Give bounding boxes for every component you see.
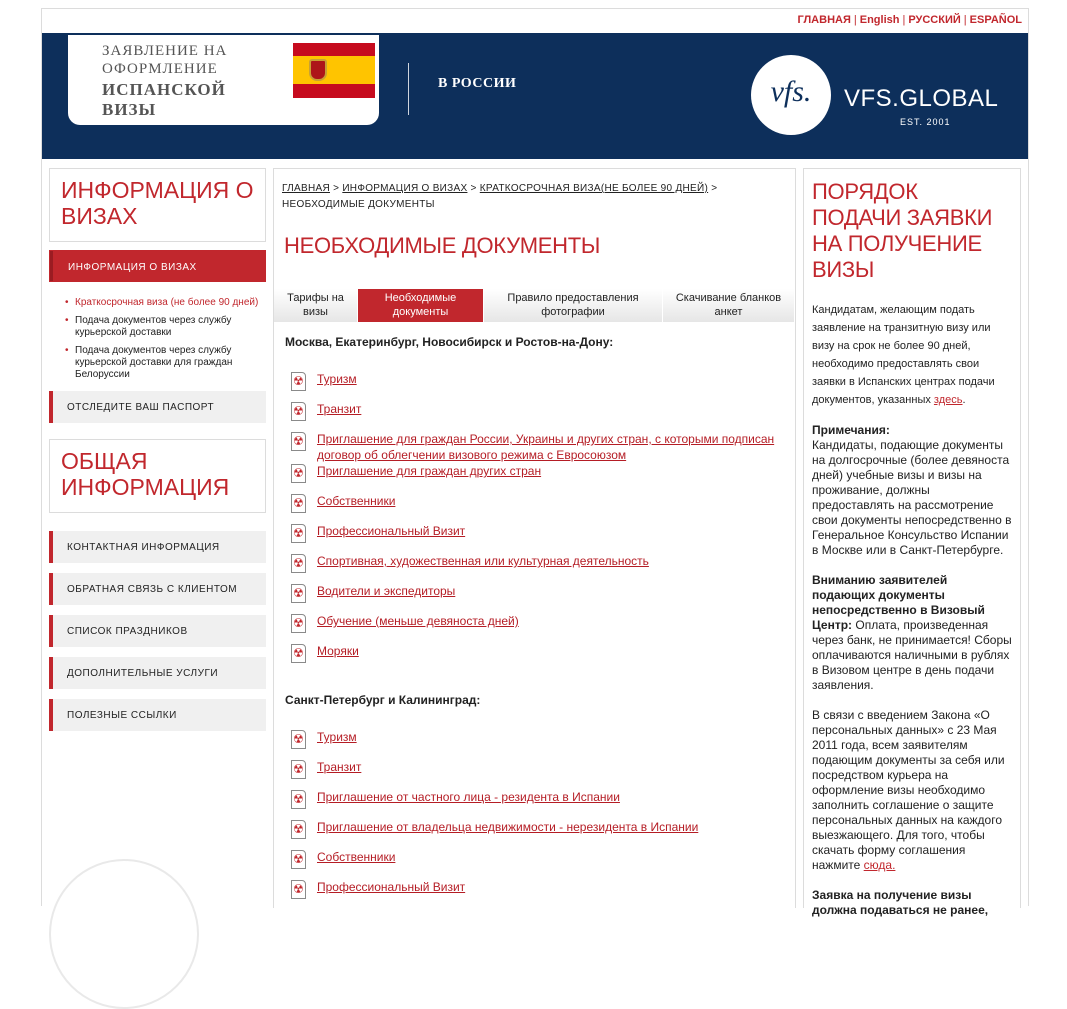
- sidebar-item-useful-links[interactable]: ПОЛЕЗНЫЕ ССЫЛКИ: [49, 699, 266, 731]
- pdf-icon[interactable]: ☢: [291, 850, 310, 870]
- spain-flag-icon: [293, 43, 375, 98]
- general-info-heading: ОБЩАЯ ИНФОРМАЦИЯ: [49, 439, 266, 513]
- document-link[interactable]: Профессиональный Визит: [317, 524, 466, 538]
- document-item: [285, 523, 790, 553]
- document-item: [285, 553, 790, 583]
- breadcrumb-visa-info[interactable]: ИНФОРМАЦИЯ О ВИЗАХ: [342, 183, 468, 194]
- document-item: [285, 789, 790, 819]
- notes-label: Примечания:: [812, 423, 890, 437]
- pdf-icon[interactable]: ☢: [291, 760, 310, 780]
- document-link[interactable]: Профессиональный Визит: [317, 880, 466, 894]
- document-item: [285, 613, 790, 643]
- document-item: [285, 643, 790, 673]
- document-item: [285, 759, 790, 789]
- document-item: [285, 371, 790, 401]
- document-link[interactable]: Моряки: [317, 644, 359, 658]
- sidebar-item-contacts[interactable]: КОНТАКТНАЯ ИНФОРМАЦИЯ: [49, 531, 266, 563]
- tab-required-documents[interactable]: Необходимые документы: [358, 289, 484, 322]
- document-link[interactable]: Водители и экспедиторы: [317, 584, 456, 598]
- pdf-icon[interactable]: ☢: [291, 584, 310, 604]
- document-link[interactable]: Приглашение от частного лица - резидента в Испании: [317, 790, 620, 804]
- intro-text: Кандидатам, желающим подать заявление на транзитную визу или визу на срок не более 90 дней, необходимо предоставлять свои заявки в Испанских центрах подачи документов, указанных здесь.: [812, 304, 995, 406]
- document-item: [285, 463, 790, 493]
- document-link[interactable]: Спортивная, художественная или культурная деятельность: [317, 554, 649, 568]
- document-item: [285, 819, 790, 849]
- visa-info-heading: ИНФОРМАЦИЯ О ВИЗАХ: [49, 168, 266, 242]
- document-link[interactable]: Туризм: [317, 372, 357, 386]
- document-link[interactable]: Транзит: [317, 760, 362, 774]
- region-heading-1: Москва, Екатеринбург, Новосибирск и Ростов-на-Дону:: [285, 335, 614, 349]
- sidebar-item-feedback[interactable]: ОБРАТНАЯ СВЯЗЬ С КЛИЕНТОМ: [49, 573, 266, 605]
- language-bar: ГЛАВНАЯ | English | РУССКИЙ | ESPAÑOL: [797, 14, 1022, 26]
- pdf-icon[interactable]: ☢: [291, 464, 310, 484]
- document-link[interactable]: Приглашение для граждан других стран: [317, 464, 542, 478]
- breadcrumb: ГЛАВНАЯ > ИНФОРМАЦИЯ О ВИЗАХ > КРАТКОСРОЧНАЯ ВИЗА(НЕ БОЛЕЕ 90 ДНЕЙ) > НЕОБХОДИМЫЕ ДОКУМЕНТЫ: [282, 183, 718, 210]
- document-item: [285, 583, 790, 613]
- sidebar-item-visa-info[interactable]: ИНФОРМАЦИЯ О ВИЗАХ: [49, 250, 266, 282]
- consent-form-link[interactable]: сюда.: [863, 858, 896, 872]
- document-link[interactable]: Собственники: [317, 494, 396, 508]
- sidebar-item-extra-services[interactable]: ДОПОЛНИТЕЛЬНЫЕ УСЛУГИ: [49, 657, 266, 689]
- page-title: НЕОБХОДИМЫЕ ДОКУМЕНТЫ: [284, 233, 601, 258]
- pdf-icon[interactable]: ☢: [291, 644, 310, 664]
- document-item: [285, 729, 790, 759]
- region-heading-2: Санкт-Петербург и Калининград:: [285, 693, 481, 707]
- vfs-logo-icon[interactable]: vfs.: [751, 55, 831, 135]
- document-item: [285, 401, 790, 431]
- lang-english-link[interactable]: English: [859, 14, 900, 26]
- site-title-line2: ИСПАНСКОЙ ВИЗЫ: [102, 80, 226, 119]
- header-banner: [42, 33, 1028, 159]
- vfs-logo-est: EST. 2001: [900, 117, 951, 127]
- deadline-block: [812, 888, 1012, 918]
- banner-location: В РОССИИ: [438, 76, 517, 91]
- notes-text: Кандидаты, подающие документы на долгосрочные (более девяноста дней) учебные визы и визы на проживание, должны предоставлять на рассмотрение свои документы непосредственно в Генеральное Консульство Испании в Москве или в Санкт-Петербурге.: [812, 438, 1012, 557]
- document-link[interactable]: Обучение (меньше девяноста дней): [317, 614, 519, 628]
- pdf-icon[interactable]: ☢: [291, 820, 310, 840]
- submenu-item-short-term-visa[interactable]: • Краткосрочная виза (не более 90 дней): [65, 297, 266, 309]
- attention-label: Вниманию заявителей подающих документы непосредственно в Визовый Центр:: [812, 573, 985, 632]
- deadline-label: Заявка на получение визы должна подаваться не ранее,: [812, 888, 989, 917]
- decorative-circle: [49, 859, 199, 1009]
- tab-download-forms[interactable]: Скачивание бланков анкет: [663, 289, 795, 322]
- pdf-icon[interactable]: ☢: [291, 880, 310, 900]
- pdf-icon[interactable]: ☢: [291, 402, 310, 422]
- document-link[interactable]: Транзит: [317, 402, 362, 416]
- breadcrumb-short-term-visa[interactable]: КРАТКОСРОЧНАЯ ВИЗА(НЕ БОЛЕЕ 90 ДНЕЙ): [479, 183, 709, 194]
- banner-divider: [408, 63, 409, 115]
- general-info-menu: [49, 531, 266, 731]
- pdf-icon[interactable]: ☢: [291, 554, 310, 574]
- law-block: [812, 708, 1012, 873]
- lang-spanish-link[interactable]: ESPAÑOL: [969, 14, 1022, 26]
- document-item: [285, 493, 790, 523]
- pdf-icon[interactable]: ☢: [291, 372, 310, 392]
- left-sidebar: [49, 168, 266, 741]
- documents-list-1: [285, 371, 790, 673]
- track-passport-button[interactable]: ОТСЛЕДИТЕ ВАШ ПАСПОРТ: [49, 391, 266, 423]
- attention-text: Оплата, произведенная через банк, не принимается! Сборы оплачиваются наличными в рублях в Визовом центре в день подачи заявления.: [812, 618, 1012, 692]
- pdf-icon[interactable]: ☢: [291, 790, 310, 810]
- submenu-item-courier-belarus[interactable]: • Подача документов через службу курьерской доставки для граждан Белоруссии: [65, 345, 266, 381]
- document-link[interactable]: Собственники: [317, 850, 396, 864]
- document-item: [285, 431, 790, 463]
- tab-bar: [274, 289, 795, 322]
- vfs-logo-name: VFS.GLOBAL: [844, 85, 999, 112]
- lang-home-link[interactable]: ГЛАВНАЯ: [797, 14, 851, 26]
- document-item: [285, 879, 790, 909]
- documents-list-2: [285, 729, 790, 909]
- notes-block: [812, 423, 1012, 558]
- sidebar-item-holidays[interactable]: СПИСОК ПРАЗДНИКОВ: [49, 615, 266, 647]
- page-frame: [41, 8, 1029, 917]
- pdf-icon[interactable]: ☢: [291, 730, 310, 750]
- right-sidebar: [803, 168, 1021, 917]
- document-item: [285, 849, 790, 879]
- pdf-icon[interactable]: ☢: [291, 494, 310, 514]
- main-content: [273, 168, 796, 908]
- document-link[interactable]: Приглашение для граждан России, Украины и других стран, с которыми подписан договор об облегчении визового режима с Евросоюзом: [317, 432, 775, 462]
- centers-here-link[interactable]: здесь: [933, 394, 963, 406]
- pdf-icon[interactable]: ☢: [291, 614, 310, 634]
- site-title-line1: ЗАЯВЛЕНИЕ НА ОФОРМЛЕНИЕ: [102, 43, 228, 77]
- site-title-card[interactable]: [68, 35, 379, 125]
- document-link[interactable]: Туризм: [317, 730, 357, 744]
- submenu-item-courier[interactable]: • Подача документов через службу курьерской доставки: [65, 315, 266, 339]
- breadcrumb-home[interactable]: ГЛАВНАЯ: [282, 183, 330, 194]
- application-procedure-heading: ПОРЯДОК ПОДАЧИ ЗАЯВКИ НА ПОЛУЧЕНИЕ ВИЗЫ: [812, 179, 993, 282]
- breadcrumb-current: НЕОБХОДИМЫЕ ДОКУМЕНТЫ: [282, 199, 435, 210]
- document-link[interactable]: Приглашение от владельца недвижимости - нерезидента в Испании: [317, 820, 699, 834]
- law-text: В связи с введением Закона «О персональных данных» с 23 Мая 2011 года, всем заявителям подающим документы за себя или посредством курьера на оформление визы необходимо заполнить соглашение о защите персональных данных на каждого выезжающего. Для того, чтобы скачать форму соглашения нажмите: [812, 708, 1005, 872]
- documents-content: [285, 335, 790, 909]
- pdf-icon[interactable]: ☢: [291, 524, 310, 544]
- pdf-icon[interactable]: ☢: [291, 432, 310, 452]
- lang-russian-link[interactable]: РУССКИЙ: [908, 14, 961, 26]
- visa-info-submenu: [49, 282, 266, 381]
- tab-tariffs[interactable]: Тарифы на визы: [274, 289, 358, 322]
- tab-photo-rules[interactable]: Правило предоставления фотографии: [484, 289, 663, 322]
- attention-block: [812, 573, 1012, 693]
